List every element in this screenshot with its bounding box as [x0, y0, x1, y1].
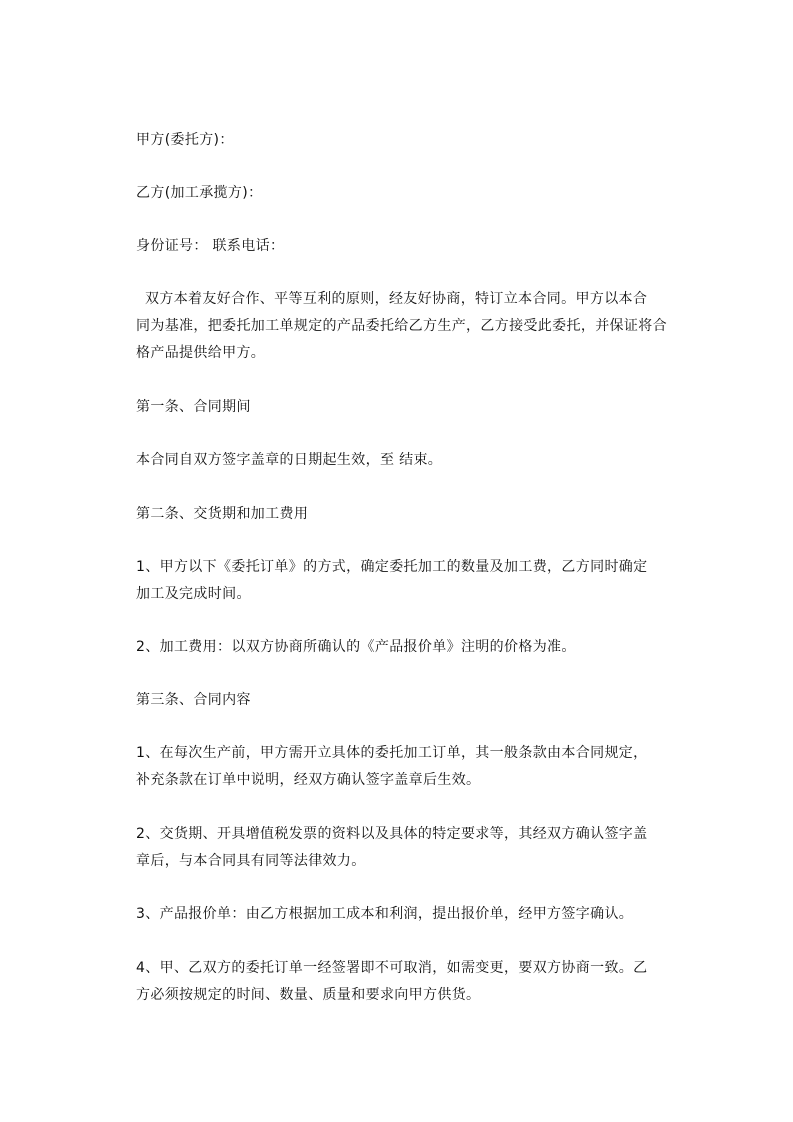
article-3-item-2-line-2: 章后，与本合同具有同等法律效力。	[136, 853, 366, 869]
intro-paragraph-line-1: 双方本着友好合作、平等互利的原则，经友好协商，特订立本合同。甲方以本合	[145, 291, 648, 307]
article-1-heading: 第一条、合同期间	[136, 399, 251, 415]
party-a-label: 甲方(委托方)：	[136, 132, 234, 148]
intro-paragraph-line-2: 同为基准，把委托加工单规定的产品委托给乙方生产，乙方接受此委托，并保证将合	[136, 318, 667, 334]
article-3-item-2-line-1: 2、交货期、开具增值税发票的资料以及具体的特定要求等，其经双方确认签字盖	[136, 826, 648, 842]
id-and-phone-label: 身份证号： 联系电话：	[136, 238, 285, 254]
article-3-item-4-line-1: 4、甲、乙双方的委托订单一经签署即不可取消，如需变更，要双方协商一致。乙	[136, 960, 648, 976]
article-3-heading: 第三条、合同内容	[136, 692, 251, 708]
article-3-item-1-line-1: 1、在每次生产前，甲方需开立具体的委托加工订单，其一般条款由本合同规定，	[136, 745, 648, 761]
article-1-text: 本合同自双方签字盖章的日期起生效，至 结束。	[136, 452, 443, 468]
article-2-item-1-line-1: 1、甲方以下《委托订单》的方式，确定委托加工的数量及加工费，乙方同时确定	[136, 559, 648, 575]
party-b-label: 乙方(加工承揽方)：	[136, 185, 263, 201]
intro-paragraph-line-3: 格产品提供给甲方。	[136, 345, 266, 361]
article-3-item-3: 3、产品报价单：由乙方根据加工成本和利润，提出报价单，经甲方签字确认。	[136, 906, 634, 922]
article-3-item-4-line-2: 方必须按规定的时间、数量、质量和要求向甲方供货。	[136, 987, 481, 1003]
article-2-heading: 第二条、交货期和加工费用	[136, 506, 309, 522]
article-2-item-2: 2、加工费用：以双方协商所确认的《产品报价单》注明的价格为准。	[136, 639, 576, 655]
article-2-item-1-line-2: 加工及完成时间。	[136, 586, 251, 602]
article-3-item-1-line-2: 补充条款在订单中说明，经双方确认签字盖章后生效。	[136, 772, 481, 788]
